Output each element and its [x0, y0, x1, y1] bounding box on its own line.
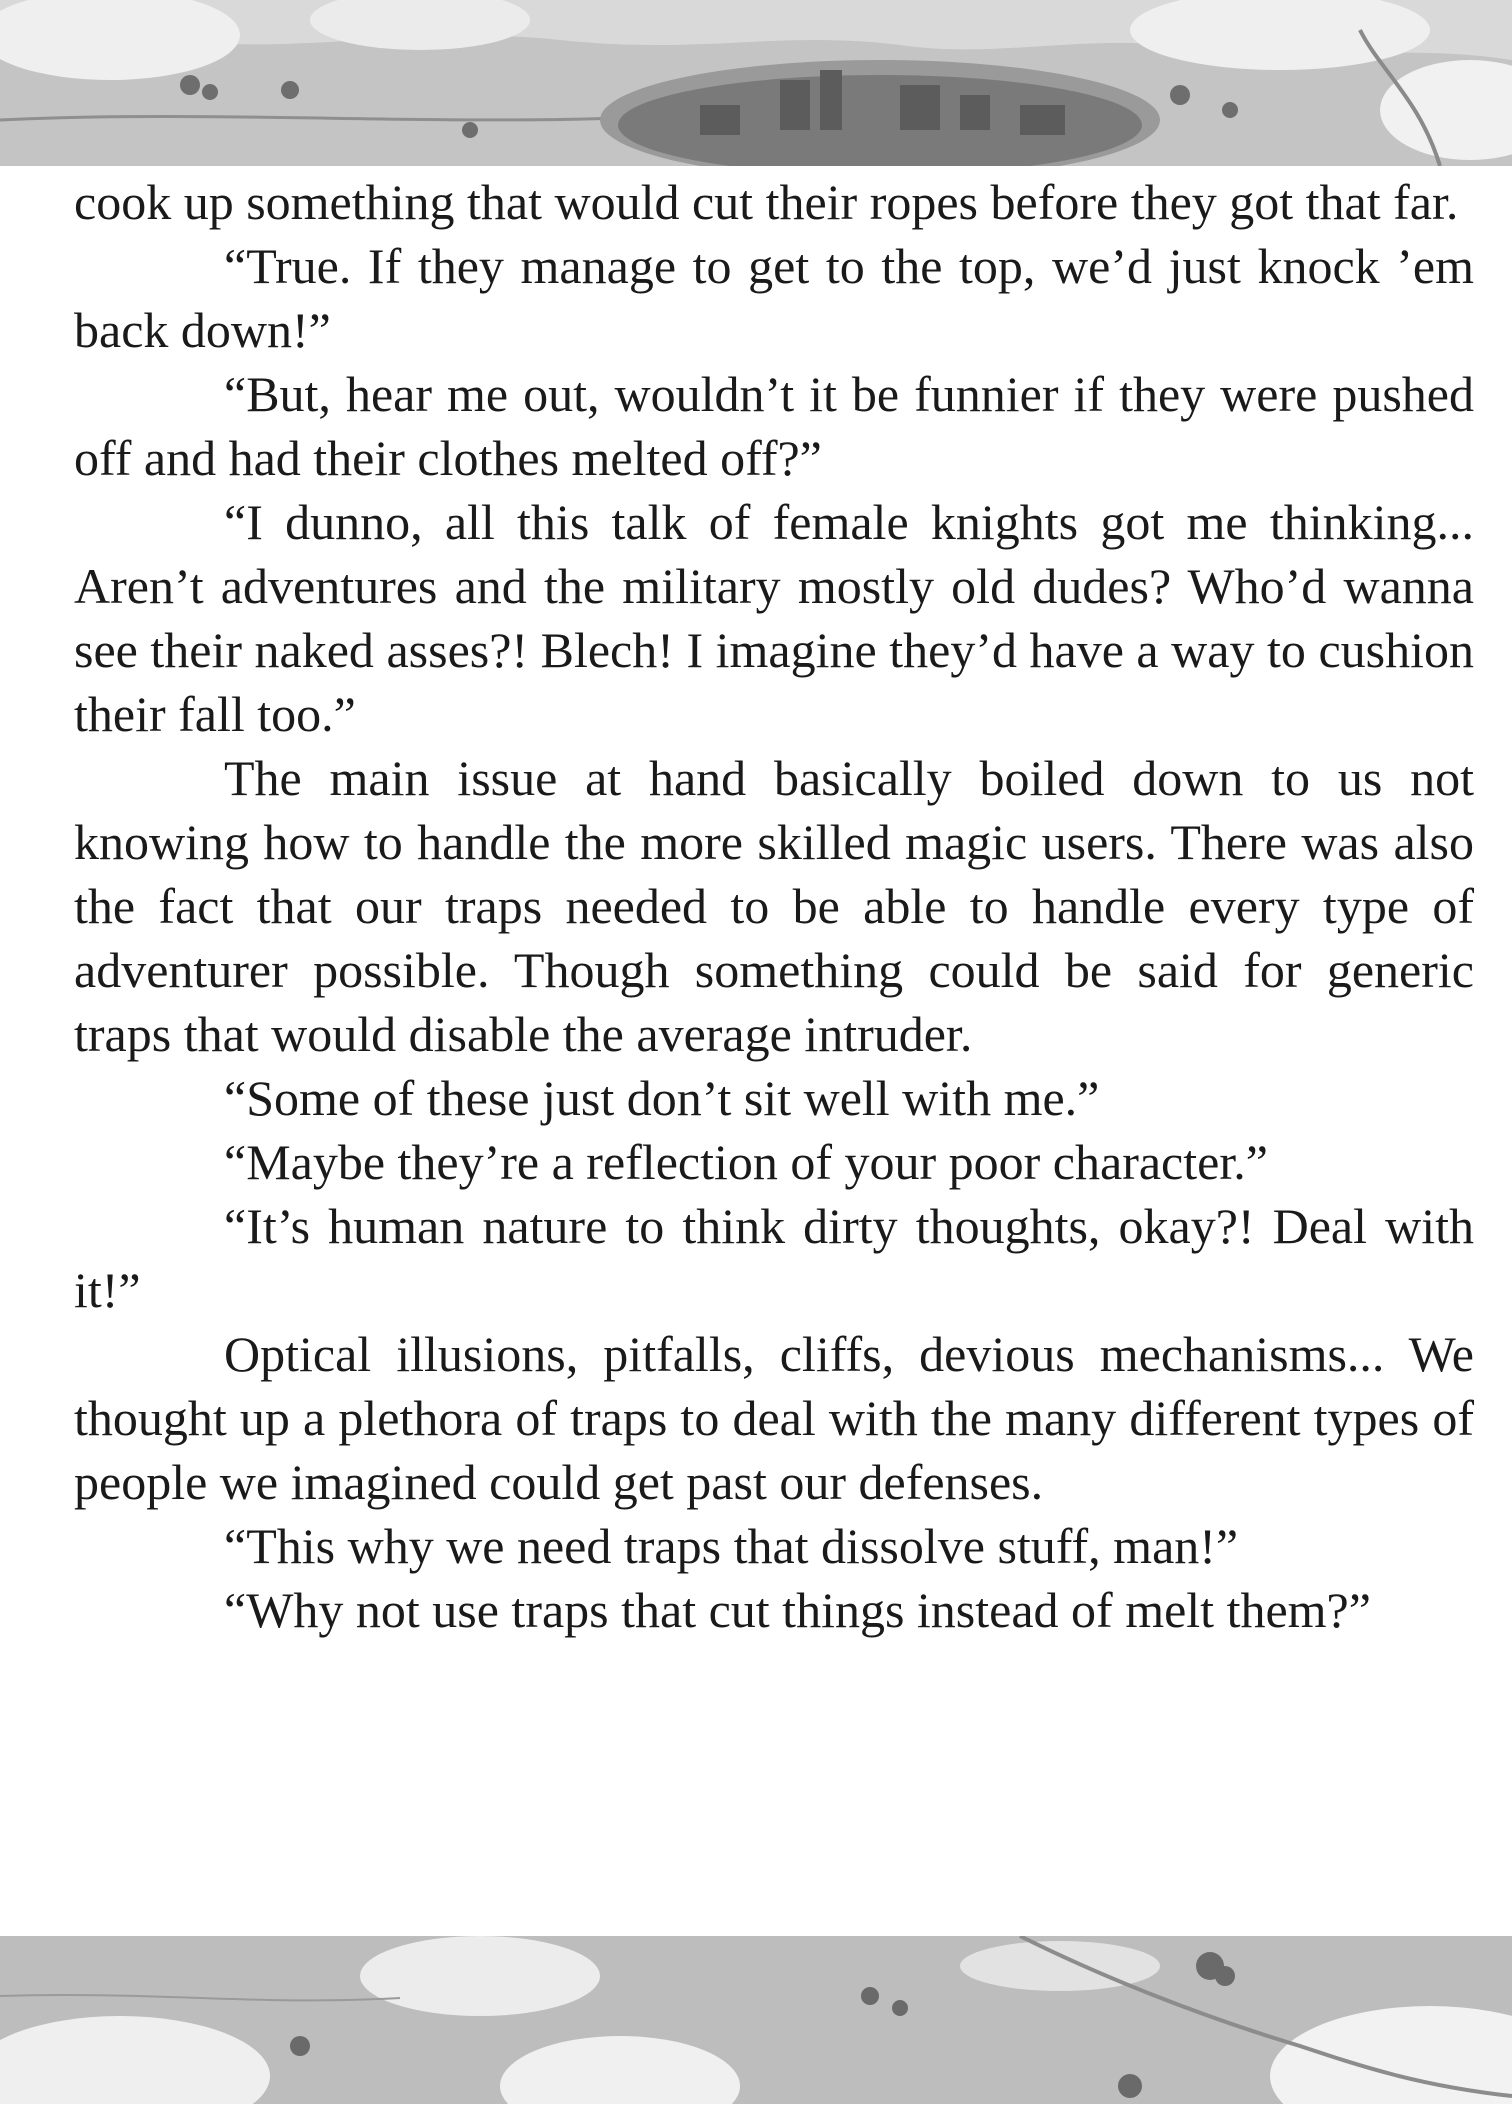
paragraph: “But, hear me out, wouldn’t it be funnier if they were pushed off and had their clothes melted off?”: [74, 366, 1474, 486]
paragraph: Optical illusions, pitfalls, cliffs, devious mechanisms... We thought up a plethora of traps to deal with the many different types of people we imagined could get past our defenses.: [74, 1326, 1474, 1510]
top-landscape-illustration: [0, 0, 1512, 166]
paragraph: “Maybe they’re a reflection of your poor character.”: [224, 1134, 1268, 1190]
landscape-illustration-bottom-svg: [0, 1936, 1512, 2104]
paragraph: “I dunno, all this talk of female knights got me thinking... Aren’t adventures and the military mostly old dudes? Who’d wanna see their naked asses?! Blech! I imagine they’d have a way to cushion their fall too.”: [74, 494, 1474, 742]
paragraph: “Some of these just don’t sit well with me.”: [224, 1070, 1100, 1126]
paragraph: “This why we need traps that dissolve stuff, man!”: [224, 1518, 1239, 1574]
paragraph: “True. If they manage to get to the top, we’d just knock ’em back down!”: [74, 238, 1474, 358]
paragraph: cook up something that would cut their ropes before they got that far.: [74, 174, 1459, 230]
landscape-illustration-top-svg: [0, 0, 1512, 166]
bottom-landscape-illustration: [0, 1936, 1512, 2104]
paragraph: The main issue at hand basically boiled down to us not knowing how to handle the more skilled magic users. There was also the fact that our traps needed to be able to handle every type of adventurer possible. Though something could be said for generic traps that would disable the average intruder.: [74, 750, 1474, 1062]
paragraph: “It’s human nature to think dirty thoughts, okay?! Deal with it!”: [74, 1198, 1474, 1318]
paragraph: “Why not use traps that cut things instead of melt them?”: [224, 1582, 1371, 1638]
prose-text: [74, 170, 1474, 1642]
